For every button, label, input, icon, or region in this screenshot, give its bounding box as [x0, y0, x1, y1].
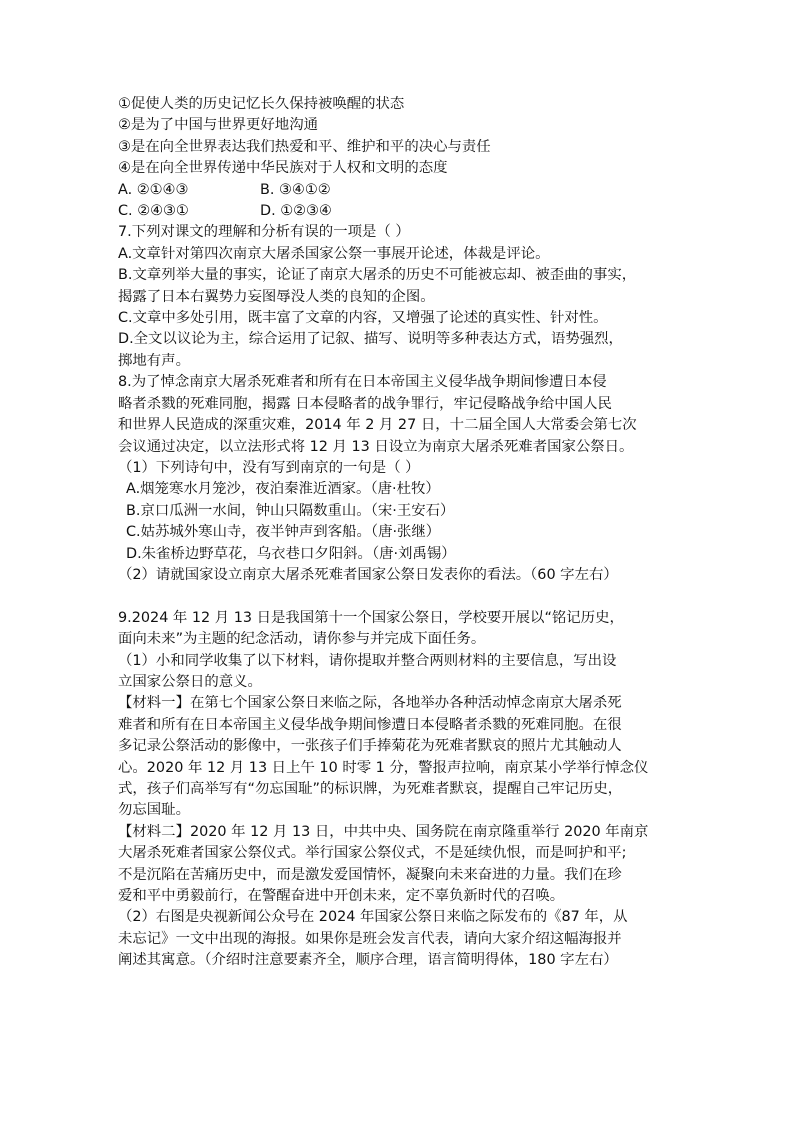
- q6-option-c: C. ②④③①: [118, 203, 189, 220]
- q7-option-c: C.文章中多处引用，既丰富了文章的内容，又增强了论述的真实性、针对性。: [118, 310, 608, 327]
- spacer: [118, 586, 674, 607]
- q8-option-b: B.京口瓜洲一水间，钟山只隔数重山。（宋·王安石）: [126, 502, 455, 519]
- material-2-line: 不是沉陷在苦痛历史中，而是激发爱国情怀，凝聚向未来奋进的力量。我们在珍: [118, 866, 622, 883]
- statement-4: ④是在向全世界传递中华民族对于人权和文明的态度: [118, 160, 448, 177]
- q8-option-a: A.烟笼寒水月笼沙，夜泊秦淮近酒家。（唐·杜牧）: [126, 481, 440, 498]
- q6-option-d: D. ①②③④: [260, 203, 332, 220]
- material-1-line: 难者和所有在日本帝国主义侵华战争期间惨遭日本侵略者杀戮的死难同胞。在很: [118, 716, 622, 733]
- question-7: [118, 222, 674, 372]
- statement-3: ③是在向全世界表达我们热爱和平、维护和平的决心与责任: [118, 138, 491, 155]
- q8-intro-4: 会议通过决定，以立法形式将 12 月 13 日设立为南京大屠杀死难者国家公祭日。: [118, 438, 634, 455]
- statement-1: ①促使人类的历史记忆长久保持被唤醒的状态: [118, 96, 405, 112]
- q9-sub-1: （1）小和同学收集了以下材料，请你提取并整合两则材料的主要信息，写出设: [118, 652, 617, 669]
- q9-intro-2: 面向未来”为主题的纪念活动，请你参与并完成下面任务。: [118, 631, 486, 648]
- q9-sub-2-line: （2）右图是央视新闻公众号在 2024 年国家公祭日来临之际发布的《87 年，从: [118, 909, 628, 926]
- q6-options-row-1: [118, 180, 674, 201]
- q6-option-b: B. ③④①②: [260, 181, 331, 198]
- q9-sub-1-cont: 立国家公祭日的意义。: [118, 673, 262, 690]
- question-6-statements: [118, 94, 674, 222]
- q6-options-row-2: [118, 201, 674, 222]
- material-2-line: 大屠杀死难者国家公祭仪式。举行国家公祭仪式，不是延续仇恨，而是呵护和平;: [118, 845, 627, 862]
- q8-intro-1: 8.为了悼念南京大屠杀死难者和所有在日本帝国主义侵华战争期间惨遭日本侵: [118, 374, 607, 391]
- material-2-line: 爱和平中勇毅前行，在警醒奋进中开创未来，定不辜负新时代的召唤。: [118, 888, 565, 905]
- q7-option-d-cont: 掷地有声。: [118, 352, 190, 369]
- material-2-line: 【材料二】2020 年 12 月 13 日，中共中央、国务院在南京隆重举行 2020 年南京: [118, 823, 649, 840]
- question-9: [118, 608, 674, 972]
- q8-option-d: D.朱雀桥边野草花，乌衣巷口夕阳斜。（唐·刘禹锡）: [126, 545, 456, 562]
- q7-option-d: D.全文以议论为主，综合运用了记叙、描写、说明等多种表达方式，语势强烈，: [118, 331, 623, 348]
- q8-intro-3: 和世界人民造成的深重灾难，2014 年 2 月 27 日，十二届全国人大常委会第七次: [118, 417, 637, 434]
- material-1-line: 勿忘国耻。: [118, 802, 190, 819]
- question-8: [118, 372, 674, 586]
- q8-sub-1: （1）下列诗句中，没有写到南京的一句是（ ）: [118, 459, 420, 476]
- q6-option-a: A. ②①④③: [118, 181, 189, 198]
- q8-option-c: C.姑苏城外寒山寺，夜半钟声到客船。（唐·张继）: [126, 524, 441, 541]
- q9-sub-2-line: 阐述其寓意。（介绍时注意要素齐全，顺序合理，语言简明得体，180 字左右）: [118, 952, 618, 969]
- q9-intro-1: 9.2024 年 12 月 13 日是我国第十一个国家公祭日，学校要开展以“铭记历史，: [118, 609, 624, 626]
- material-1-line: 心。2020 年 12 月 13 日上午 10 时零 1 分，警报声拉响，南京某小学举行悼念仪: [118, 759, 649, 776]
- q7-stem: 7.下列对课文的理解和分析有误的一项是（ ）: [118, 224, 410, 241]
- q8-sub-2: （2）请就国家设立南京大屠杀死难者国家公祭日发表你的看法。（60 字左右）: [118, 566, 618, 583]
- q7-option-b: B.文章列举大量的事实，论证了南京大屠杀的历史不可能被忘却、被歪曲的事实，: [118, 267, 637, 284]
- q9-sub-2-line: 未忘记》一文中出现的海报。如果你是班会发言代表，请向大家介绍这幅海报并: [118, 930, 622, 947]
- q7-option-b-cont: 揭露了日本右翼势力妄图辱没人类的良知的企图。: [118, 288, 435, 305]
- document-page: [118, 94, 674, 972]
- material-1-line: 【材料一】在第七个国家公祭日来临之际，各地举办各种活动悼念南京大屠杀死: [118, 695, 622, 712]
- q8-intro-2: 略者杀戮的死难同胞，揭露 日本侵略者的战争罪行，牢记侵略战争给中国人民: [118, 395, 612, 412]
- material-1-line: 式，孩子们高举写有“勿忘国耻”的标识牌，为死难者默哀，提醒自己牢记历史，: [118, 780, 623, 797]
- statement-2: ②是为了中国与世界更好地沟通: [118, 117, 318, 134]
- q7-option-a: A.文章针对第四次南京大屠杀国家公祭一事展开论述，体裁是评论。: [118, 245, 550, 262]
- material-1-line: 多记录公祭活动的影像中，一张孩子们手捧菊花为死难者默哀的照片尤其触动人: [118, 738, 622, 755]
